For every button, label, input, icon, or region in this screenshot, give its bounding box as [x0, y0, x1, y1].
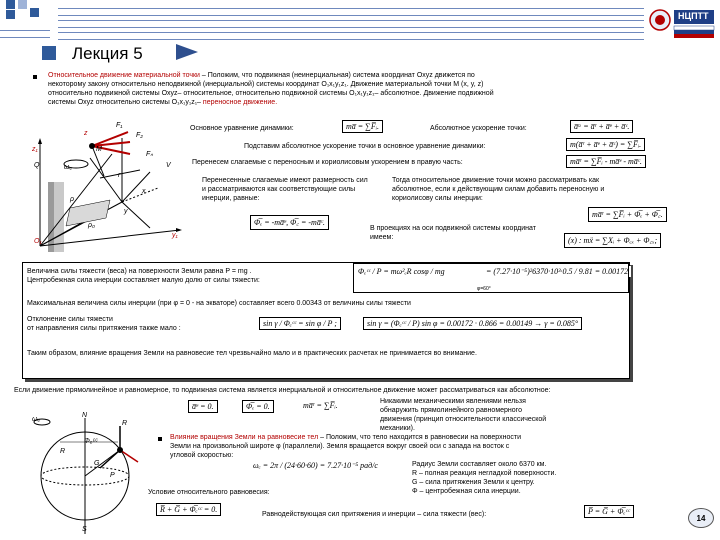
label-f2: F₂ [136, 132, 143, 139]
top-decoration [0, 0, 720, 8]
globe-label-s: S [82, 526, 87, 533]
deviation-equation1: sin γ / Φₑᶜᶜ = sin φ / P ; [259, 317, 341, 330]
ratio-equation-frame [353, 263, 629, 293]
globe-label-g: G [94, 460, 100, 467]
globe-label-we: ωₑ [32, 416, 41, 423]
label-r: r [118, 172, 121, 179]
globe-label-rlab: R [60, 448, 66, 455]
logo [648, 2, 716, 44]
arrow-icon [176, 44, 198, 60]
label-fn: Fₙ [146, 151, 154, 158]
inertial-text: Если движение прямолинейное и равномерное, то подвижная система является инерциальной и относительное движение может рассматриваться как абсолютное: [14, 387, 551, 394]
abs-acc-equation: a̅ᵃ = a̅ʳ + a̅ᵉ + a̅ᶜ. [570, 120, 633, 133]
resultant-equation: P̅ = G̅ + Φ̅ₑᶜᶜ [584, 505, 634, 518]
phi-note: φ=60° [477, 286, 491, 292]
intro-term: Относительное движение материальной точки [48, 72, 200, 79]
label-y1: y₁ [172, 232, 178, 239]
earth-text1: – Положим, что тело находится в равновесии на поверхности [318, 434, 521, 441]
phi-text: Φ – центробежная сила инерции. [412, 488, 521, 495]
label-rho: ρ [70, 196, 75, 203]
title-square-icon [42, 46, 56, 60]
eq-cond-label: Условие относительного равновесия: [148, 489, 270, 496]
subst-label: Подставим абсолютное ускорение точки в основное уравнение динамики: [244, 143, 486, 150]
earth-info [412, 460, 662, 496]
earth-paragraph [170, 433, 690, 460]
label-y: y [124, 208, 128, 215]
label-x: x [142, 188, 146, 195]
intro-line2: некоторому закону относительно неподвижной (инерциальной) системы координат O₁x₁y₁z₁. Движение материальной точки M (x, y, z) [48, 81, 484, 88]
subst-equation: m(a̅ʳ + a̅ᵉ + a̅ᶜ) = ∑F̅ᵢ. [566, 138, 645, 151]
globe-label-r: R [122, 420, 128, 427]
panel-conclusion: Таким образом, влияние вращения Земли на равновесие тел чрезвычайно мало и в практических расчетах не принимается во внимание. [27, 350, 477, 357]
label-z1: z₁ [32, 146, 38, 153]
main-equation-label: Основное уравнение динамики: [190, 125, 294, 132]
page-title: Лекция 5 [72, 44, 143, 63]
max-text: Максимальная величина силы инерции (при φ = 0 - на экваторе) составляет всего 0.00343 от величины силы тяжести [27, 300, 411, 307]
label-q: Q [34, 162, 40, 169]
label-f1: F₁ [116, 122, 123, 129]
inertia-equation: Φ̅ₑ = -ma̅ᵉ, Φ̅꜀ = -ma̅ᶜ. [250, 215, 329, 230]
globe-label-phi: Φₑᶜᶜ [84, 438, 98, 445]
deviation-equation2: sin γ = (Φₑᶜᶜ / P) sin φ = 0.00172 · 0.866 = 0.00149 → γ = 0.085° [363, 317, 582, 330]
omega-equation: ωₑ = 2π / (24·60·60) = 7.27·10⁻⁵ рад/с [250, 460, 381, 471]
move-label: Перенесем слагаемые с переносным и кориолисовым ускорением в правую часть: [192, 159, 463, 166]
eq-rel-abs: ma̅ʳ = ∑F̅ᵢ. [300, 400, 341, 411]
intro-text: – Положим, что подвижная (неинерциальная) система координат Oxyz движется по [199, 72, 475, 79]
ratio-equation-right: = (7.27·10⁻⁵)²6370·10³·0.5 / 9.81 = 0.00172 [483, 266, 631, 277]
g-text: G – сила притяжения Земли к центру. [412, 479, 535, 486]
globe-label-p: P [110, 472, 115, 479]
label-m: M [96, 146, 102, 153]
intro-paragraph [48, 71, 678, 107]
logo-text: НЦПТТ [678, 11, 709, 21]
ratio-equation-left: Φₑᶜᶜ / P = mω²ₑR cosφ / mg [355, 266, 448, 277]
rel-text: Тогда относительное движение точки можно рассматривать как абсолютное, если к действующим силам добавить переносную и кориолисову силы инерции: [392, 177, 605, 202]
rel-equation: ma̅ʳ = ∑F̅ᵢ + Φ̅ₑ + Φ̅꜀. [588, 207, 667, 222]
abs-acc-label: Абсолютное ускорение точки: [430, 125, 527, 132]
bullet-icon [33, 75, 37, 79]
label-v: V [166, 162, 171, 169]
eq-cond: R̅ + G̅ + Φ̅ₑᶜᶜ = 0. [156, 503, 221, 516]
bullet-icon [158, 437, 162, 441]
earth-term: Влияние вращения Земли на равновесие тел [170, 434, 319, 441]
weight-line2: Центробежная сила инерции составляет малую долю от силы тяжести: [27, 277, 260, 284]
coordinate-diagram [30, 118, 200, 258]
weight-line1: Величина силы тяжести (веса) на поверхности Земли равна P = mg . [27, 268, 252, 275]
eq-phi-zero: Φ̅ₑ = 0. [242, 400, 274, 413]
globe-diagram [20, 412, 150, 538]
label-we: ωₑ [64, 164, 73, 171]
earth-text3: угловой скоростью: [170, 452, 234, 459]
label-rho0: ρ₀ [88, 222, 95, 229]
globe-label-n: N [82, 412, 88, 419]
label-z: z [84, 130, 88, 137]
label-o1: O₁ [34, 238, 42, 245]
earth-rotation-panel [22, 262, 630, 379]
earth-text2: Земли на произвольной широте φ (параллели). Земля вращается вокруг своей оси с запада на восток с [170, 443, 510, 450]
projection-text: В проекциях на оси подвижной системы координат имеем: [370, 225, 536, 241]
r-text: R – полная реакция негладкой поверхности. [412, 470, 557, 477]
radius-text: Радиус Земли составляет около 6370 км. [412, 461, 547, 468]
intro-line4-term: переносное движение. [202, 99, 278, 106]
deviation-line2: от направления силы притяжения также мало : [27, 325, 181, 332]
deviation-line1: Отклонение силы тяжести [27, 316, 113, 323]
eq-a-zero: a̅ᵉ = 0. [188, 400, 218, 413]
move-equation: ma̅ʳ = ∑F̅ᵢ - ma̅ᵉ - ma̅ᶜ. [566, 155, 646, 168]
resultant-text: Равнодействующая сил притяжения и инерции – сила тяжести (вес): [262, 511, 487, 518]
page-number: 14 [688, 508, 714, 528]
projection-equation: (x) : mẍ = ∑Xᵢ + Φₑₓ + Φ꜀ₓ; [564, 233, 661, 248]
relativity-text: Никакими механическими явлениями нельзя обнаружить прямолинейного равномерного движения (принцип относительности классической механики). [380, 398, 547, 432]
main-equation: ma̅ = ∑F̅ᵢ. [342, 120, 383, 133]
intro-line3: относительно подвижной системы Oxyz– относительное, относительно подвижной системы O₁x₁y₁z₁– абсолютное. Движение подвижной [48, 90, 494, 97]
intro-line4: системы Oxyz относительно системы O₁x₁y₁z₁– [48, 99, 203, 106]
inertia-text: Перенесенные слагаемые имеют размерность сил и рассматриваются как соответствующие силы инерции, равные: [202, 177, 368, 202]
